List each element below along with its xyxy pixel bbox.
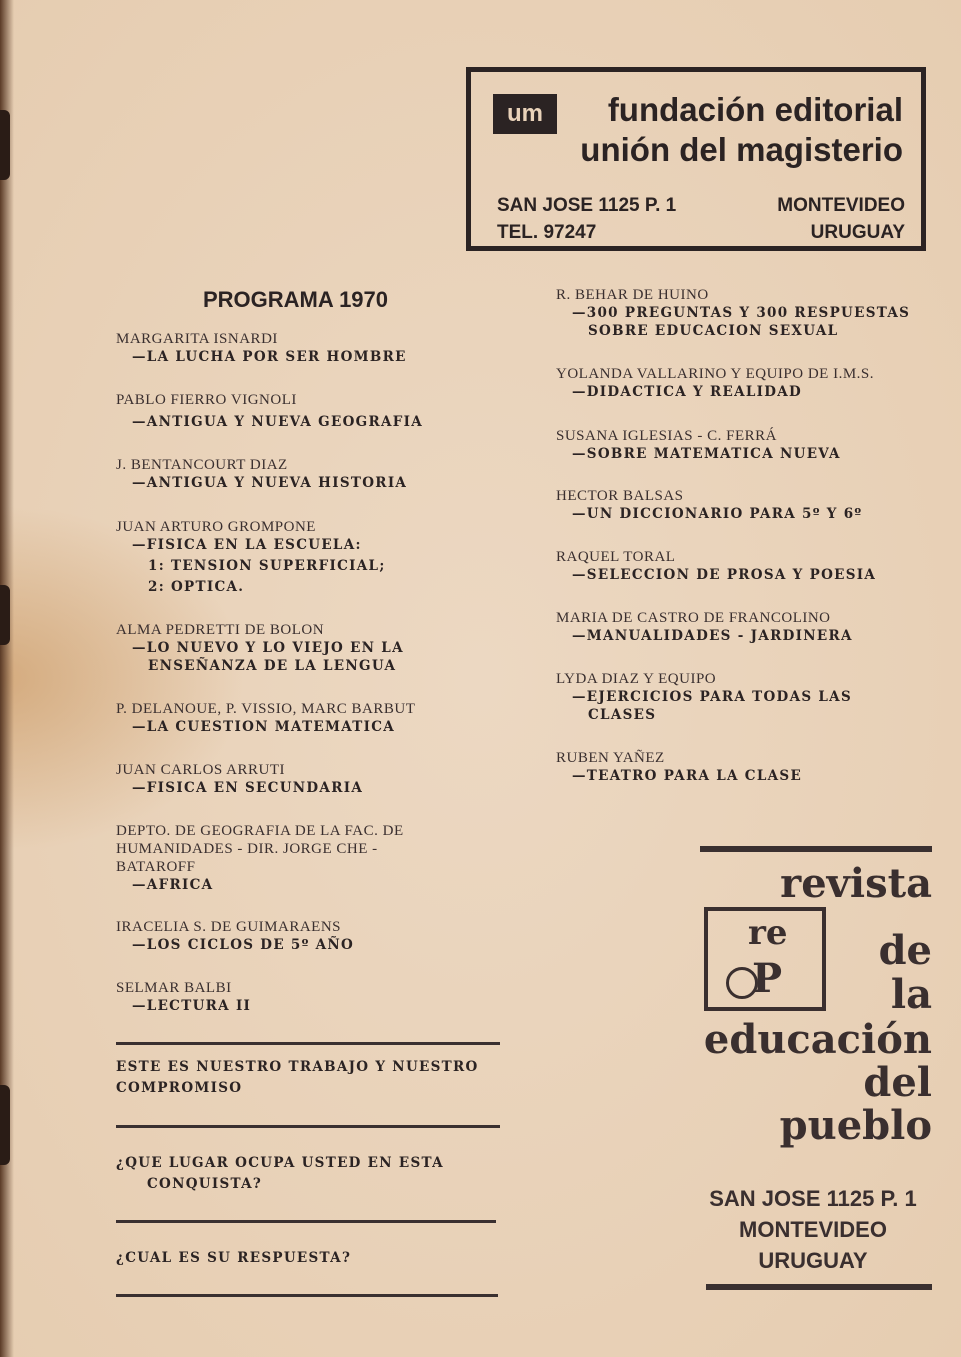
program-entry (556, 286, 910, 340)
revista-address-line: SAN JOSE 1125 P. 1 (709, 1186, 917, 1211)
closing-question-1 (116, 1153, 444, 1195)
entry-author: SUSANA IGLESIAS - C. FERRÁ (556, 428, 777, 444)
entry-author: JUAN CARLOS ARRUTI (116, 762, 286, 778)
program-entry (556, 487, 862, 523)
program-entry (116, 391, 423, 431)
entry-author: RUBEN YAÑEZ (556, 750, 665, 766)
program-entry (116, 761, 363, 797)
entry-title-sub: 1: TENSION SUPERFICIAL; (148, 558, 386, 574)
publisher-name (563, 90, 903, 170)
entry-author: HECTOR BALSAS (556, 488, 684, 504)
divider-rule (116, 1220, 496, 1223)
publisher-logo: um (493, 94, 557, 134)
revista-emblem-circle-icon (726, 967, 758, 999)
entry-author: JUAN ARTURO GROMPONE (116, 519, 316, 535)
program-entry (556, 609, 853, 645)
revista-word-6: pueblo (779, 1102, 932, 1149)
program-entry (556, 427, 841, 463)
revista-word-3: la (890, 971, 932, 1018)
publisher-contact (497, 192, 676, 246)
entry-title: —FISICA EN LA ESCUELA: (132, 537, 362, 553)
closing-statement (116, 1057, 479, 1099)
entry-title: —TEATRO PARA LA CLASE (572, 768, 803, 784)
program-entry (556, 749, 802, 785)
entry-author: PABLO FIERRO VIGNOLI (116, 392, 297, 408)
publisher-city: MONTEVIDEO (777, 195, 905, 216)
entry-title: —DIDACTICA Y REALIDAD (572, 384, 803, 400)
revista-word-1: revista (780, 860, 932, 907)
revista-word-5: del (863, 1059, 932, 1106)
entry-title-cont: ENSEÑANZA DE LA LENGUA (148, 658, 397, 674)
program-entry (116, 518, 386, 596)
publisher-address: SAN JOSE 1125 P. 1 (497, 195, 677, 216)
revista-bottom-rule (706, 1284, 932, 1290)
entry-author: LYDA DIAZ Y EQUIPO (556, 671, 717, 687)
publisher-location (777, 192, 905, 246)
entry-title: —SOBRE MATEMATICA NUEVA (572, 446, 841, 462)
entry-author: J. BENTANCOURT DIAZ (116, 457, 288, 473)
revista-emblem-top: re (748, 913, 788, 953)
publisher-header (466, 67, 926, 251)
program-entry (556, 365, 874, 401)
entry-title: —LECTURA II (132, 998, 252, 1014)
program-entry (116, 918, 354, 954)
program-entry (556, 670, 852, 724)
entry-author: SELMAR BALBI (116, 980, 232, 996)
entry-author: MARIA DE CASTRO DE FRANCOLINO (556, 610, 831, 626)
program-entry (116, 700, 415, 736)
entry-title: —LA LUCHA POR SER HOMBRE (132, 349, 407, 365)
revista-country: URUGUAY (758, 1248, 868, 1273)
entry-title: —300 PREGUNTAS Y 300 RESPUESTAS (572, 305, 911, 321)
revista-top-rule (700, 846, 932, 852)
entry-title: —FISICA EN SECUNDARIA (132, 780, 364, 796)
entry-title: —AFRICA (132, 877, 214, 893)
entry-title: —ANTIGUA Y NUEVA HISTORIA (132, 475, 408, 491)
program-heading: PROGRAMA 1970 (203, 287, 389, 312)
entry-author: YOLANDA VALLARINO Y EQUIPO DE I.M.S. (556, 366, 874, 382)
entry-author: RAQUEL TORAL (556, 549, 676, 565)
entry-title: —LO NUEVO Y LO VIEJO EN LA (132, 640, 404, 656)
closing-question-1-line1: ¿QUE LUGAR OCUPA USTED EN ESTA (116, 1155, 444, 1171)
closing-question-2: ¿CUAL ES SU RESPUESTA? (116, 1250, 352, 1266)
closing-question-1-line2: CONQUISTA? (147, 1176, 263, 1192)
entry-title: —SELECCION DE PROSA Y POESIA (572, 567, 877, 583)
program-entry (116, 330, 407, 366)
publisher-phone: TEL. 97247 (497, 222, 597, 243)
entry-author: MARGARITA ISNARDI (116, 331, 278, 347)
revista-word-2: de (878, 927, 932, 974)
entry-author: P. DELANOUE, P. VISSIO, MARC BARBUT (116, 701, 416, 717)
entry-title: —EJERCICIOS PARA TODAS LAS (572, 689, 853, 705)
publisher-name-line1: fundación editorial (607, 91, 903, 128)
entry-author: ALMA PEDRETTI DE BOLON (116, 622, 325, 638)
entry-title-sub: 2: OPTICA. (148, 579, 245, 595)
revista-emblem (704, 907, 826, 1011)
entry-author: HUMANIDADES - DIR. JORGE CHE - (116, 841, 378, 857)
closing-statement-line2: COMPROMISO (116, 1080, 243, 1096)
entry-author: R. BEHAR DE HUINO (556, 287, 709, 303)
entry-title: —UN DICCIONARIO PARA 5º Y 6º (572, 506, 863, 522)
closing-statement-line1: ESTE ES NUESTRO TRABAJO Y NUESTRO (116, 1059, 479, 1075)
divider-rule (116, 1042, 500, 1045)
revista-word-4: educación (703, 1016, 932, 1063)
program-entry (116, 621, 404, 675)
divider-rule (116, 1294, 498, 1297)
program-entry (556, 548, 876, 584)
program-entry (116, 456, 407, 492)
page-edge-tear (0, 110, 10, 180)
entry-title: —LA CUESTION MATEMATICA (132, 719, 396, 735)
entry-author: DEPTO. DE GEOGRAFIA DE LA FAC. DE (116, 823, 404, 839)
publisher-name-line2: unión del magisterio (580, 131, 903, 168)
publisher-country: URUGUAY (810, 222, 905, 243)
revista-city: MONTEVIDEO (739, 1217, 887, 1242)
entry-title: —ANTIGUA Y NUEVA GEOGRAFIA (132, 414, 424, 430)
entry-title: —MANUALIDADES - JARDINERA (572, 628, 853, 644)
page-edge-tear (0, 585, 10, 645)
revista-address (700, 1183, 926, 1276)
revista-emblem-bottom: P (752, 955, 783, 1002)
entry-title-cont: CLASES (588, 707, 657, 723)
entry-title-cont: SOBRE EDUCACION SEXUAL (588, 323, 839, 339)
entry-author: IRACELIA S. DE GUIMARAENS (116, 919, 342, 935)
entry-title: —LOS CICLOS DE 5º AÑO (132, 937, 355, 953)
program-entry (116, 822, 404, 894)
entry-author: BATAROFF (116, 859, 196, 875)
divider-rule (116, 1125, 500, 1128)
page-edge-tear (0, 1085, 10, 1165)
program-entry (116, 979, 251, 1015)
